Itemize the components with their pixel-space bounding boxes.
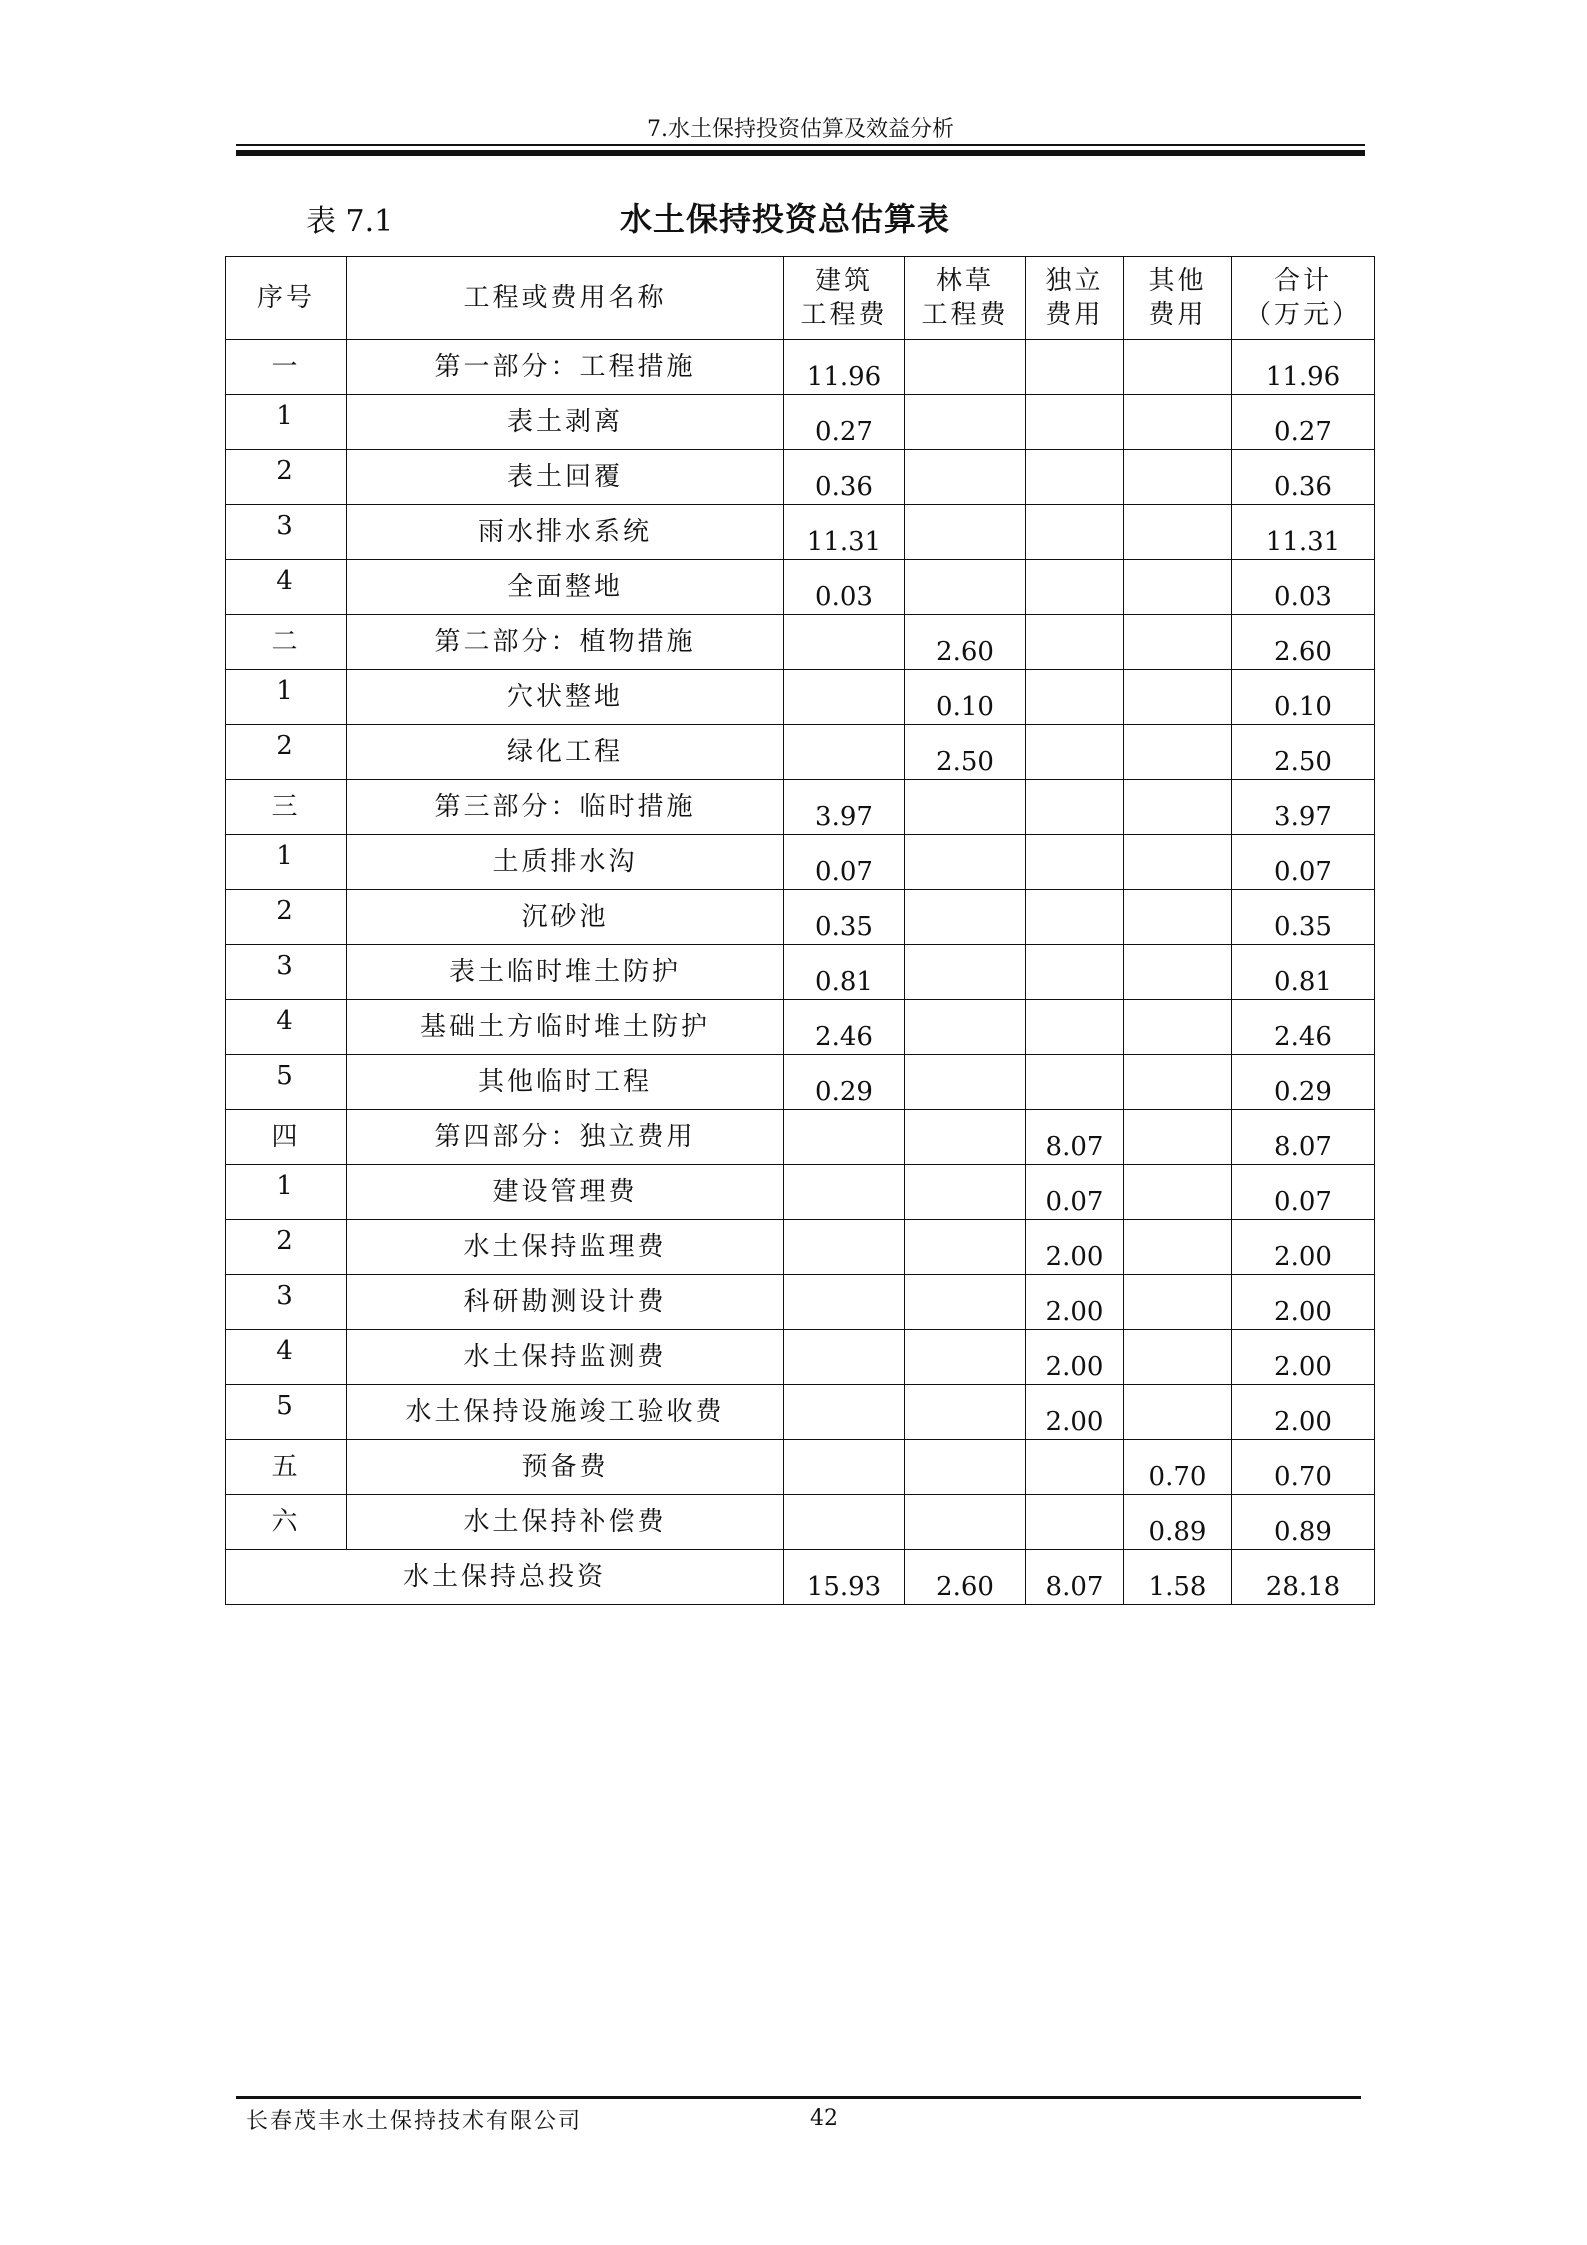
table-row [226,395,1375,450]
header-rule-thin [236,144,1365,146]
row-total: 2.46 [1232,1000,1375,1055]
independent-cost: 2.00 [1026,1330,1124,1385]
header-line1: 林草 [935,266,994,296]
other-cost [1124,505,1232,560]
table-row [226,1385,1375,1440]
other-cost: 0.89 [1124,1495,1232,1550]
table-body [226,340,1375,1550]
vegetation-cost [905,1495,1026,1550]
row-name: 全面整地 [347,560,784,615]
independent-cost: 8.07 [1026,1110,1124,1165]
row-total: 2.50 [1232,725,1375,780]
other-cost [1124,395,1232,450]
vegetation-cost [905,1165,1026,1220]
other-cost [1124,890,1232,945]
row-seq: 五 [226,1440,347,1495]
vegetation-cost [905,395,1026,450]
row-seq: 1 [226,395,347,450]
construction-cost [784,1440,905,1495]
independent-cost: 2.00 [1026,1275,1124,1330]
table-title: 水土保持投资总估算表 [620,200,951,238]
row-seq: 二 [226,615,347,670]
independent-cost [1026,1495,1124,1550]
vegetation-cost [905,1110,1026,1165]
row-name: 绿化工程 [347,725,784,780]
construction-cost [784,1275,905,1330]
table-row [226,1330,1375,1385]
header-line2: 费用 [1045,300,1104,330]
independent-cost: 2.00 [1026,1385,1124,1440]
vegetation-cost [905,1055,1026,1110]
vegetation-cost [905,835,1026,890]
page-number: 42 [810,2106,838,2131]
row-seq: 3 [226,945,347,1000]
row-total: 0.07 [1232,835,1375,890]
row-total: 2.00 [1232,1385,1375,1440]
row-seq: 3 [226,505,347,560]
header-col-seq [226,257,347,340]
row-name: 预备费 [347,1440,784,1495]
vegetation-cost [905,505,1026,560]
row-name: 其他临时工程 [347,1055,784,1110]
row-name: 沉砂池 [347,890,784,945]
other-cost [1124,1000,1232,1055]
construction-cost: 0.36 [784,450,905,505]
row-name: 表土临时堆土防护 [347,945,784,1000]
construction-cost [784,1330,905,1385]
table-header-row [226,257,1375,340]
header-col-total [1232,257,1375,340]
row-total: 0.10 [1232,670,1375,725]
row-seq: 4 [226,1330,347,1385]
row-total: 11.31 [1232,505,1375,560]
table-row [226,1055,1375,1110]
vegetation-cost [905,1440,1026,1495]
row-name: 水土保持补偿费 [347,1495,784,1550]
independent-cost: 0.07 [1026,1165,1124,1220]
other-cost [1124,615,1232,670]
vegetation-cost [905,1385,1026,1440]
vegetation-cost [905,945,1026,1000]
row-total: 0.03 [1232,560,1375,615]
independent-cost [1026,835,1124,890]
table-row [226,1440,1375,1495]
table-row [226,1275,1375,1330]
other-cost [1124,450,1232,505]
header-col-construction-cost [784,257,905,340]
construction-cost: 3.97 [784,780,905,835]
other-cost [1124,1385,1232,1440]
construction-cost [784,670,905,725]
other-cost [1124,560,1232,615]
other-cost: 0.70 [1124,1440,1232,1495]
total-independent-cost: 8.07 [1026,1550,1124,1605]
row-total: 2.00 [1232,1220,1375,1275]
row-name: 第二部分：植物措施 [347,615,784,670]
row-name: 水土保持设施竣工验收费 [347,1385,784,1440]
construction-cost: 0.29 [784,1055,905,1110]
construction-cost: 0.35 [784,890,905,945]
row-total: 0.27 [1232,395,1375,450]
row-name: 第一部分：工程措施 [347,340,784,395]
other-cost [1124,835,1232,890]
vegetation-cost [905,890,1026,945]
independent-cost [1026,670,1124,725]
independent-cost [1026,945,1124,1000]
independent-cost [1026,1440,1124,1495]
other-cost [1124,1330,1232,1385]
row-name: 土质排水沟 [347,835,784,890]
header-line1: 其他 [1148,266,1207,296]
table-row [226,835,1375,890]
other-cost [1124,725,1232,780]
header-line1: 序号 [256,283,315,313]
row-seq: 四 [226,1110,347,1165]
row-name: 水土保持监理费 [347,1220,784,1275]
header-line2: 工程费 [800,300,888,330]
total-sum: 28.18 [1232,1550,1375,1605]
row-name: 建设管理费 [347,1165,784,1220]
independent-cost [1026,615,1124,670]
construction-cost [784,1220,905,1275]
table-row [226,340,1375,395]
table-row [226,890,1375,945]
total-other-cost: 1.58 [1124,1550,1232,1605]
row-total: 2.00 [1232,1330,1375,1385]
construction-cost: 0.03 [784,560,905,615]
header-line2: 费用 [1148,300,1207,330]
vegetation-cost [905,1000,1026,1055]
construction-cost: 2.46 [784,1000,905,1055]
table-row [226,1220,1375,1275]
construction-cost [784,1495,905,1550]
row-total: 3.97 [1232,780,1375,835]
other-cost [1124,1165,1232,1220]
row-total: 0.07 [1232,1165,1375,1220]
total-label: 水土保持总投资 [226,1550,784,1605]
vegetation-cost: 2.50 [905,725,1026,780]
row-seq: 2 [226,450,347,505]
row-total: 8.07 [1232,1110,1375,1165]
other-cost [1124,670,1232,725]
construction-cost [784,1110,905,1165]
independent-cost: 2.00 [1026,1220,1124,1275]
header-line1: 建筑 [814,266,873,296]
row-total: 0.35 [1232,890,1375,945]
independent-cost [1026,505,1124,560]
table-row [226,670,1375,725]
vegetation-cost [905,340,1026,395]
construction-cost [784,725,905,780]
row-total: 2.60 [1232,615,1375,670]
row-seq: 1 [226,670,347,725]
header-col-independent-cost [1026,257,1124,340]
vegetation-cost [905,560,1026,615]
other-cost [1124,340,1232,395]
row-seq: 一 [226,340,347,395]
total-row [226,1550,1375,1605]
header-line1: 合计 [1273,266,1332,296]
row-name: 基础土方临时堆土防护 [347,1000,784,1055]
row-seq: 2 [226,890,347,945]
row-name: 雨水排水系统 [347,505,784,560]
table-row [226,1495,1375,1550]
row-total: 0.36 [1232,450,1375,505]
row-seq: 1 [226,835,347,890]
table-row [226,450,1375,505]
total-vegetation-cost: 2.60 [905,1550,1026,1605]
construction-cost: 0.07 [784,835,905,890]
construction-cost [784,1165,905,1220]
header-line1: 独立 [1045,266,1104,296]
independent-cost [1026,780,1124,835]
row-name: 第三部分：临时措施 [347,780,784,835]
other-cost [1124,1275,1232,1330]
construction-cost: 0.27 [784,395,905,450]
row-seq: 2 [226,1220,347,1275]
header-line2: 工程费 [921,300,1009,330]
row-name: 水土保持监测费 [347,1330,784,1385]
row-name: 第四部分：独立费用 [347,1110,784,1165]
table-row [226,780,1375,835]
independent-cost [1026,1000,1124,1055]
table-row [226,1165,1375,1220]
other-cost [1124,1220,1232,1275]
row-total: 11.96 [1232,340,1375,395]
row-total: 2.00 [1232,1275,1375,1330]
construction-cost [784,615,905,670]
vegetation-cost [905,1330,1026,1385]
row-seq: 4 [226,560,347,615]
independent-cost [1026,395,1124,450]
row-seq: 三 [226,780,347,835]
header-col-other-cost [1124,257,1232,340]
construction-cost: 11.96 [784,340,905,395]
row-name: 表土回覆 [347,450,784,505]
table-row [226,945,1375,1000]
row-seq: 1 [226,1165,347,1220]
row-seq: 4 [226,1000,347,1055]
investment-estimate-table [225,256,1375,1605]
row-name: 表土剥离 [347,395,784,450]
independent-cost [1026,450,1124,505]
row-seq: 六 [226,1495,347,1550]
total-construction-cost: 15.93 [784,1550,905,1605]
construction-cost: 0.81 [784,945,905,1000]
vegetation-cost [905,780,1026,835]
header-line2: （万元） [1244,300,1361,330]
independent-cost [1026,1055,1124,1110]
row-name: 穴状整地 [347,670,784,725]
header-line1: 工程或费用名称 [463,283,667,313]
row-total: 0.89 [1232,1495,1375,1550]
vegetation-cost: 0.10 [905,670,1026,725]
table-row [226,1000,1375,1055]
row-name: 科研勘测设计费 [347,1275,784,1330]
row-seq: 5 [226,1055,347,1110]
table-number: 表 7.1 [306,204,394,239]
other-cost [1124,780,1232,835]
vegetation-cost: 2.60 [905,615,1026,670]
row-total: 0.29 [1232,1055,1375,1110]
table-row [226,1110,1375,1165]
vegetation-cost [905,1275,1026,1330]
row-seq: 2 [226,725,347,780]
header-rule-thick [236,150,1365,156]
row-total: 0.70 [1232,1440,1375,1495]
vegetation-cost [905,1220,1026,1275]
other-cost [1124,1110,1232,1165]
row-seq: 5 [226,1385,347,1440]
independent-cost [1026,725,1124,780]
row-total: 0.81 [1232,945,1375,1000]
table-row [226,615,1375,670]
construction-cost [784,1385,905,1440]
independent-cost [1026,560,1124,615]
construction-cost: 11.31 [784,505,905,560]
header-col-name [347,257,784,340]
table-row [226,725,1375,780]
header-col-vegetation-cost [905,257,1026,340]
table-row [226,560,1375,615]
page-header: 7.水土保持投资估算及效益分析 [647,117,954,142]
other-cost [1124,945,1232,1000]
footer-company: 长春茂丰水土保持技术有限公司 [246,2109,583,2134]
table-row [226,505,1375,560]
footer-rule [236,2096,1361,2099]
row-seq: 3 [226,1275,347,1330]
other-cost [1124,1055,1232,1110]
independent-cost [1026,340,1124,395]
independent-cost [1026,890,1124,945]
vegetation-cost [905,450,1026,505]
